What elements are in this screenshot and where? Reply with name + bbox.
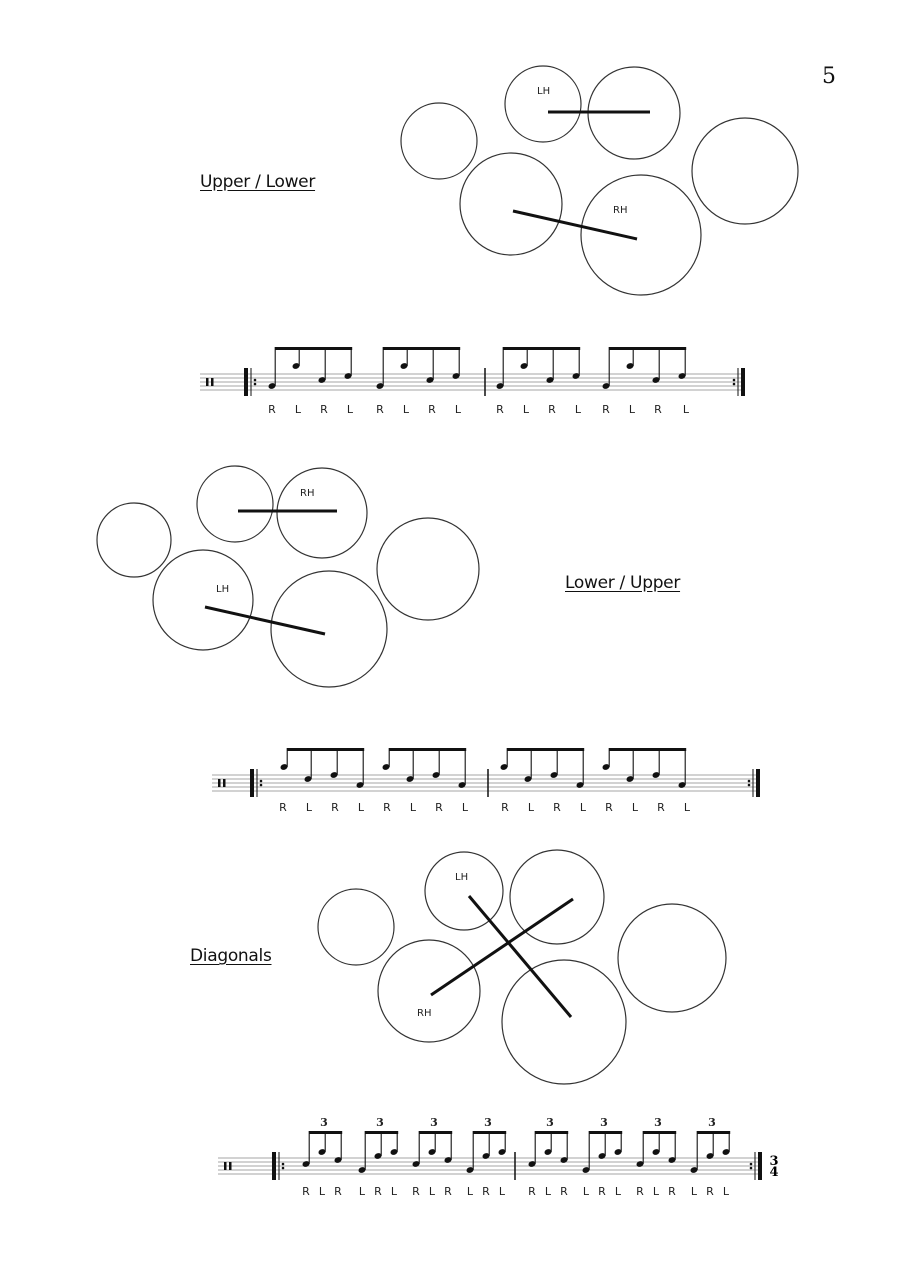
note-beam bbox=[419, 1131, 452, 1134]
hand-path-line bbox=[469, 896, 571, 1017]
sticking-letter: R bbox=[331, 801, 339, 814]
section-title-diagonals: Diagonals bbox=[190, 946, 272, 966]
tuplet-number: 3 bbox=[654, 1116, 662, 1129]
note-beam bbox=[507, 748, 584, 751]
repeat-dot bbox=[282, 1167, 285, 1170]
sticking-letter: L bbox=[346, 403, 354, 416]
drum-circle bbox=[692, 118, 798, 224]
sticking-letter: R bbox=[428, 403, 436, 416]
repeat-dot bbox=[748, 780, 751, 783]
sticking-letter: R bbox=[496, 403, 504, 416]
note-beam bbox=[643, 1131, 676, 1134]
section-title-upper-lower: Upper / Lower bbox=[200, 172, 316, 192]
note-beam bbox=[503, 347, 580, 350]
repeat-dot bbox=[254, 383, 257, 386]
note-beam bbox=[697, 1131, 730, 1134]
note-beam bbox=[609, 748, 686, 751]
tuplet-number: 3 bbox=[600, 1116, 608, 1129]
sticking-letter: L bbox=[357, 801, 365, 814]
drum-circle bbox=[401, 103, 477, 179]
sticking-letter: R bbox=[560, 1185, 568, 1198]
drum-circle bbox=[377, 518, 479, 620]
sticking-letter: L bbox=[318, 1185, 326, 1198]
sticking-letter: L bbox=[579, 801, 587, 814]
percussion-clef bbox=[223, 779, 226, 787]
sticking-letter: L bbox=[409, 801, 417, 814]
notation-staff-3 bbox=[218, 1116, 779, 1198]
sticking-letter: L bbox=[390, 1185, 398, 1198]
hand-label-lh: LH bbox=[537, 86, 551, 97]
sticking-letter: R bbox=[602, 403, 610, 416]
sticking-letter: L bbox=[358, 1185, 366, 1198]
sticking-letter: R bbox=[444, 1185, 452, 1198]
sticking-letter: L bbox=[683, 801, 691, 814]
drum-circle bbox=[581, 175, 701, 295]
time-signature-bottom: 4 bbox=[769, 1165, 779, 1180]
sticking-letter: L bbox=[461, 801, 469, 814]
note-beam bbox=[389, 748, 466, 751]
drum-circle bbox=[153, 550, 253, 650]
sticking-letter: L bbox=[294, 403, 302, 416]
drum-circle bbox=[97, 503, 171, 577]
repeat-start-thick-bar bbox=[244, 368, 248, 396]
repeat-dot bbox=[733, 379, 736, 382]
tuplet-number: 3 bbox=[546, 1116, 554, 1129]
sticking-letter: R bbox=[548, 403, 556, 416]
sticking-letter: R bbox=[412, 1185, 420, 1198]
sticking-letter: L bbox=[428, 1185, 436, 1198]
tuplet-number: 3 bbox=[320, 1116, 328, 1129]
repeat-dot bbox=[254, 379, 257, 382]
sticking-letter: R bbox=[598, 1185, 606, 1198]
hand-label-rh: RH bbox=[613, 205, 628, 216]
sticking-letter: R bbox=[302, 1185, 310, 1198]
drum-kit-diagram-1 bbox=[401, 66, 798, 295]
percussion-clef bbox=[211, 378, 214, 386]
note-beam bbox=[365, 1131, 398, 1134]
notation-staff-2 bbox=[212, 748, 760, 814]
repeat-end-thick-bar bbox=[758, 1152, 762, 1180]
page-number: 5 bbox=[822, 64, 836, 89]
percussion-clef bbox=[206, 378, 209, 386]
repeat-dot bbox=[748, 784, 751, 787]
sticking-letter: R bbox=[374, 1185, 382, 1198]
tuplet-number: 3 bbox=[376, 1116, 384, 1129]
note-beam bbox=[609, 347, 686, 350]
hand-path-line bbox=[205, 607, 325, 634]
sticking-letter: R bbox=[553, 801, 561, 814]
percussion-clef bbox=[224, 1162, 227, 1170]
drum-circle bbox=[425, 852, 503, 930]
sticking-letter: L bbox=[544, 1185, 552, 1198]
note-beam bbox=[383, 347, 460, 350]
drum-circle bbox=[460, 153, 562, 255]
note-beam bbox=[535, 1131, 568, 1134]
drum-circle bbox=[505, 66, 581, 142]
sticking-letter: L bbox=[466, 1185, 474, 1198]
drum-kit-diagram-2 bbox=[97, 466, 479, 687]
drum-circle bbox=[271, 571, 387, 687]
time-signature-top: 3 bbox=[769, 1154, 779, 1169]
sticking-letter: R bbox=[482, 1185, 490, 1198]
sticking-letter: R bbox=[383, 801, 391, 814]
sticking-letter: R bbox=[668, 1185, 676, 1198]
note-beam bbox=[473, 1131, 506, 1134]
sticking-letter: L bbox=[522, 403, 530, 416]
sticking-letter: L bbox=[690, 1185, 698, 1198]
sticking-letter: L bbox=[631, 801, 639, 814]
repeat-start-thick-bar bbox=[272, 1152, 276, 1180]
sticking-letter: L bbox=[722, 1185, 730, 1198]
repeat-end-thick-bar bbox=[741, 368, 745, 396]
sticking-letter: R bbox=[268, 403, 276, 416]
sticking-letter: L bbox=[527, 801, 535, 814]
note-beam bbox=[287, 748, 364, 751]
drum-circle bbox=[318, 889, 394, 965]
repeat-dot bbox=[733, 383, 736, 386]
repeat-start-thick-bar bbox=[250, 769, 254, 797]
repeat-dot bbox=[750, 1167, 753, 1170]
percussion-clef bbox=[218, 779, 221, 787]
repeat-dot bbox=[260, 784, 263, 787]
sticking-letter: R bbox=[636, 1185, 644, 1198]
sticking-letter: L bbox=[652, 1185, 660, 1198]
sticking-letter: L bbox=[402, 403, 410, 416]
percussion-clef bbox=[229, 1162, 232, 1170]
notation-staff-1 bbox=[200, 347, 745, 416]
sticking-letter: R bbox=[334, 1185, 342, 1198]
note-beam bbox=[275, 347, 352, 350]
repeat-dot bbox=[260, 780, 263, 783]
sticking-letter: R bbox=[654, 403, 662, 416]
sticking-letter: L bbox=[582, 1185, 590, 1198]
tuplet-number: 3 bbox=[708, 1116, 716, 1129]
hand-label-lh: LH bbox=[455, 872, 469, 883]
hand-label-rh: RH bbox=[300, 488, 315, 499]
sticking-letter: R bbox=[320, 403, 328, 416]
sticking-letter: R bbox=[605, 801, 613, 814]
drum-circle bbox=[618, 904, 726, 1012]
sticking-letter: L bbox=[454, 403, 462, 416]
hand-label-lh: LH bbox=[216, 584, 230, 595]
sticking-letter: R bbox=[435, 801, 443, 814]
sticking-letter: R bbox=[279, 801, 287, 814]
sticking-letter: R bbox=[501, 801, 509, 814]
drum-circle bbox=[510, 850, 604, 944]
drum-kit-diagram-3 bbox=[318, 850, 726, 1084]
hand-label-rh: RH bbox=[417, 1008, 432, 1019]
drum-circle bbox=[502, 960, 626, 1084]
sticking-letter: L bbox=[682, 403, 690, 416]
sticking-letter: R bbox=[657, 801, 665, 814]
note-beam bbox=[309, 1131, 342, 1134]
section-title-lower-upper: Lower / Upper bbox=[565, 573, 681, 593]
sticking-letter: L bbox=[628, 403, 636, 416]
tuplet-number: 3 bbox=[484, 1116, 492, 1129]
sticking-letter: L bbox=[574, 403, 582, 416]
sticking-letter: L bbox=[614, 1185, 622, 1198]
repeat-dot bbox=[282, 1163, 285, 1166]
sticking-letter: L bbox=[498, 1185, 506, 1198]
sticking-letter: R bbox=[706, 1185, 714, 1198]
repeat-end-thick-bar bbox=[756, 769, 760, 797]
note-beam bbox=[589, 1131, 622, 1134]
drum-circle bbox=[197, 466, 273, 542]
hand-path-line bbox=[431, 899, 573, 995]
repeat-dot bbox=[750, 1163, 753, 1166]
sticking-letter: R bbox=[528, 1185, 536, 1198]
sticking-letter: R bbox=[376, 403, 384, 416]
drum-circle bbox=[277, 468, 367, 558]
tuplet-number: 3 bbox=[430, 1116, 438, 1129]
sticking-letter: L bbox=[305, 801, 313, 814]
drum-circle bbox=[378, 940, 480, 1042]
